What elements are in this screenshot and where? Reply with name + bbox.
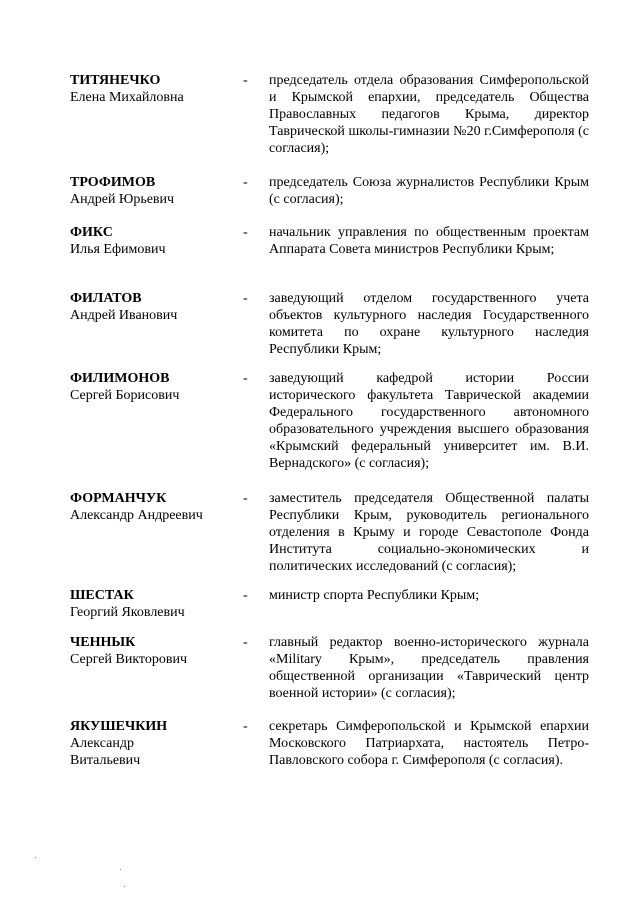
scan-speck — [35, 857, 36, 858]
scan-speck — [120, 869, 121, 870]
member-name — [70, 370, 240, 404]
member-position: начальник управления по общественным проектам Аппарата Совета министров Республики Крым; — [269, 225, 589, 257]
member-surname: ФОРМАНЧУК — [70, 491, 167, 506]
member-given-name: Александр Андреевич — [70, 508, 203, 523]
member-name — [70, 490, 240, 524]
member-position: заведующий отделом государственного учета объектов культурного наследия Государственного комитета по охране культурного наследия Республики Крым; — [269, 291, 589, 357]
separator-dash: - — [243, 291, 248, 306]
member-surname: ФИЛИМОНОВ — [70, 371, 170, 386]
member-surname: ЧЕННЫК — [70, 635, 136, 650]
separator-dash: - — [243, 73, 248, 88]
member-position: главный редактор военно-исторического журнала «Military Крым», председатель правления общественной организации «Таврический центр военной истории» (с согласия); — [269, 635, 589, 701]
member-position: заместитель председателя Общественной палаты Республики Крым, руководитель регионального отделения в Крыму и городе Севастополе Фонда Института социально-экономических и политических исследований (с согласия); — [269, 491, 589, 574]
member-surname: ТИТЯНЕЧКО — [70, 73, 161, 88]
member-surname: ШЕСТАК — [70, 588, 134, 603]
member-name — [70, 290, 240, 324]
member-position: секретарь Симферопольской и Крымской епархии Московского Патриархата, настоятель Петро-Павловского собора г. Симферополя (с согласия). — [269, 719, 589, 768]
member-given-name: Александр — [70, 736, 134, 751]
member-given-name: Сергей Викторович — [70, 652, 188, 667]
member-given-name: Андрей Юрьевич — [70, 192, 175, 207]
separator-dash: - — [243, 371, 248, 386]
separator-dash: - — [243, 635, 248, 650]
member-given-name: Андрей Иванович — [70, 308, 178, 323]
member-given-name: Илья Ефимович — [70, 242, 166, 257]
member-name — [70, 72, 240, 106]
member-surname: ЯКУШЕЧКИН — [70, 719, 168, 734]
member-name — [70, 634, 240, 668]
member-name — [70, 587, 240, 621]
member-position: председатель отдела образования Симферопольской и Крымской епархии, председатель Общества Православных педагогов Крыма, директор Таврической школы-гимназии №20 г.Симферополя (с согласия); — [269, 73, 589, 156]
member-given-name: Елена Михайловна — [70, 90, 184, 105]
member-name — [70, 718, 240, 769]
separator-dash: - — [243, 491, 248, 506]
separator-dash: - — [243, 588, 248, 603]
separator-dash: - — [243, 175, 248, 190]
member-surname: ТРОФИМОВ — [70, 175, 156, 190]
member-name — [70, 174, 240, 208]
member-surname: ФИКС — [70, 225, 113, 240]
member-given-name: Георгий Яковлевич — [70, 605, 185, 620]
separator-dash: - — [243, 225, 248, 240]
member-surname: ФИЛАТОВ — [70, 291, 142, 306]
member-position: заведующий кафедрой истории России исторического факультета Таврической академии Федерального государственного автономного образовательного учреждения высшего образования «Крымский федеральный университет им. В.И. Вернадского» (с согласия); — [269, 371, 589, 471]
member-position: министр спорта Республики Крым; — [269, 588, 480, 603]
member-patronymic: Витальевич — [70, 753, 141, 768]
member-position: председатель Союза журналистов Республики Крым (с согласия); — [269, 175, 589, 207]
member-given-name: Сергей Борисович — [70, 388, 180, 403]
member-name — [70, 224, 240, 258]
scan-speck — [124, 886, 125, 887]
separator-dash: - — [243, 719, 248, 734]
